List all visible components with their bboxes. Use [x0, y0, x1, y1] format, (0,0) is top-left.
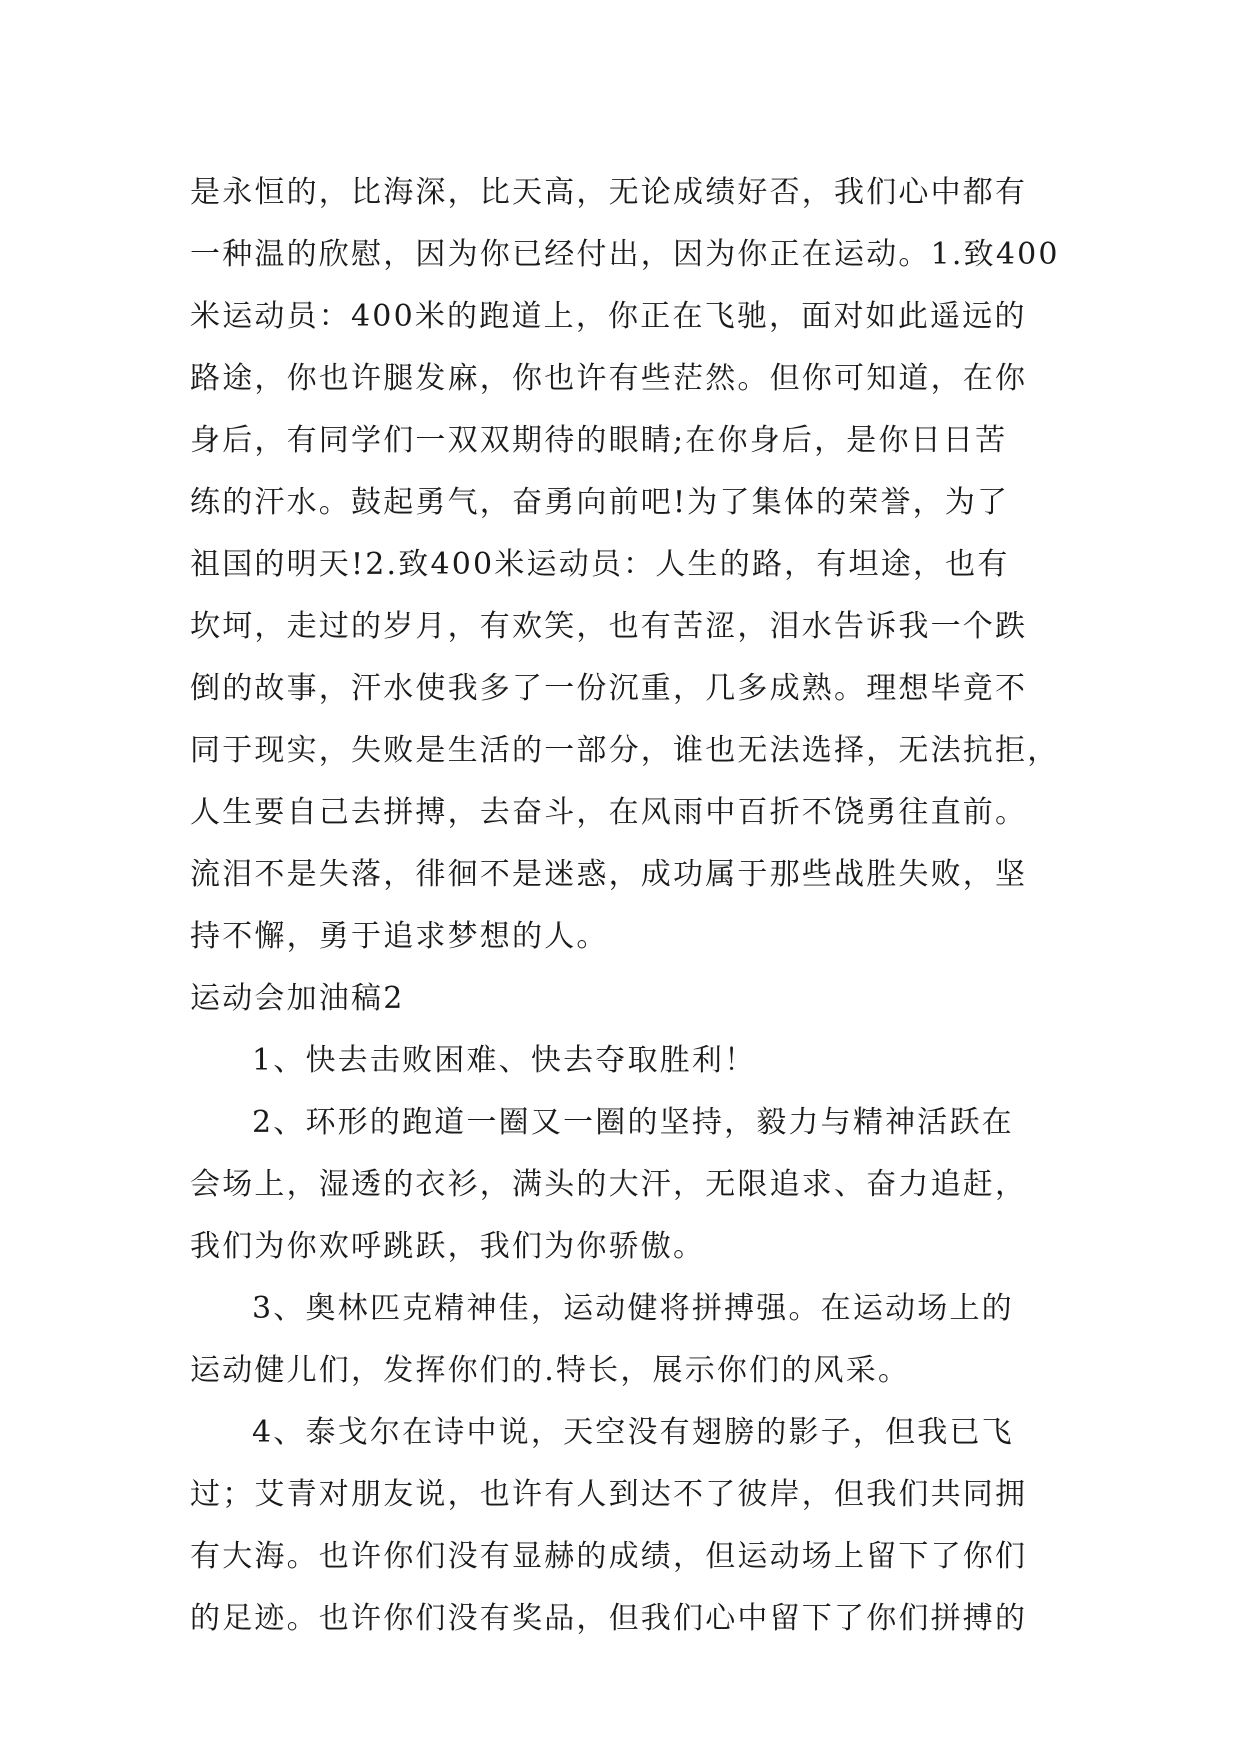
- list-item-2-continuation: 会场上，湿透的衣衫，满头的大汗，无限追求、奋力追赶，: [190, 1167, 1028, 1202]
- list-item-3: 3、奥林匹克精神佳，运动健将拼搏强。在运动场上的: [252, 1291, 1014, 1326]
- list-item-4-continuation: 有大海。也许你们没有显赫的成绩，但运动场上留下了你们: [190, 1539, 1028, 1574]
- paragraph-line: 练的汗水。鼓起勇气，奋勇向前吧!为了集体的荣誉，为了: [190, 485, 1010, 520]
- paragraph-line: 坎坷，走过的岁月，有欢笑，也有苦涩，泪水告诉我一个跌: [190, 609, 1028, 644]
- paragraph-line: 祖国的明天!2.致400米运动员：人生的路，有坦途，也有: [190, 547, 1010, 582]
- list-item-2: 2、环形的跑道一圈又一圈的坚持，毅力与精神活跃在: [252, 1105, 1014, 1140]
- document-body: [190, 162, 1070, 1650]
- paragraph-line: 持不懈，勇于追求梦想的人。: [190, 919, 609, 954]
- paragraph-line: 同于现实，失败是生活的一部分，谁也无法选择，无法抗拒，: [190, 733, 1060, 768]
- paragraph-line: 米运动员：400米的跑道上，你正在飞驰，面对如此遥远的: [190, 299, 1027, 334]
- paragraph-line: 是永恒的，比海深，比天高，无论成绩好否，我们心中都有: [190, 175, 1028, 210]
- section-heading: 运动会加油稿2: [190, 981, 405, 1016]
- list-item-4-continuation: 的足迹。也许你们没有奖品，但我们心中留下了你们拼搏的: [190, 1601, 1028, 1636]
- paragraph-line: 一种温的欣慰，因为你已经付出，因为你正在运动。1.致400: [190, 237, 1060, 272]
- paragraph-line: 人生要自己去拼搏，去奋斗，在风雨中百折不饶勇往直前。: [190, 795, 1028, 830]
- paragraph-line: 倒的故事，汗水使我多了一份沉重，几多成熟。理想毕竟不: [190, 671, 1028, 706]
- list-item-3-continuation: 运动健儿们，发挥你们的.特长，展示你们的风采。: [190, 1353, 911, 1388]
- paragraph-line: 身后，有同学们一双双期待的眼睛;在你身后，是你日日苦: [190, 423, 1008, 458]
- list-item-2-continuation: 我们为你欢呼跳跃，我们为你骄傲。: [190, 1229, 706, 1264]
- list-item-4-continuation: 过；艾青对朋友说，也许有人到达不了彼岸，但我们共同拥: [190, 1477, 1028, 1512]
- paragraph-line: 路途，你也许腿发麻，你也许有些茫然。但你可知道，在你: [190, 361, 1028, 396]
- list-item-1: 1、快去击败困难、快去夺取胜利！: [252, 1043, 757, 1078]
- paragraph-line: 流泪不是失落，徘徊不是迷惑，成功属于那些战胜失败，坚: [190, 857, 1028, 892]
- list-item-4: 4、泰戈尔在诗中说，天空没有翅膀的影子，但我已飞: [252, 1415, 1014, 1450]
